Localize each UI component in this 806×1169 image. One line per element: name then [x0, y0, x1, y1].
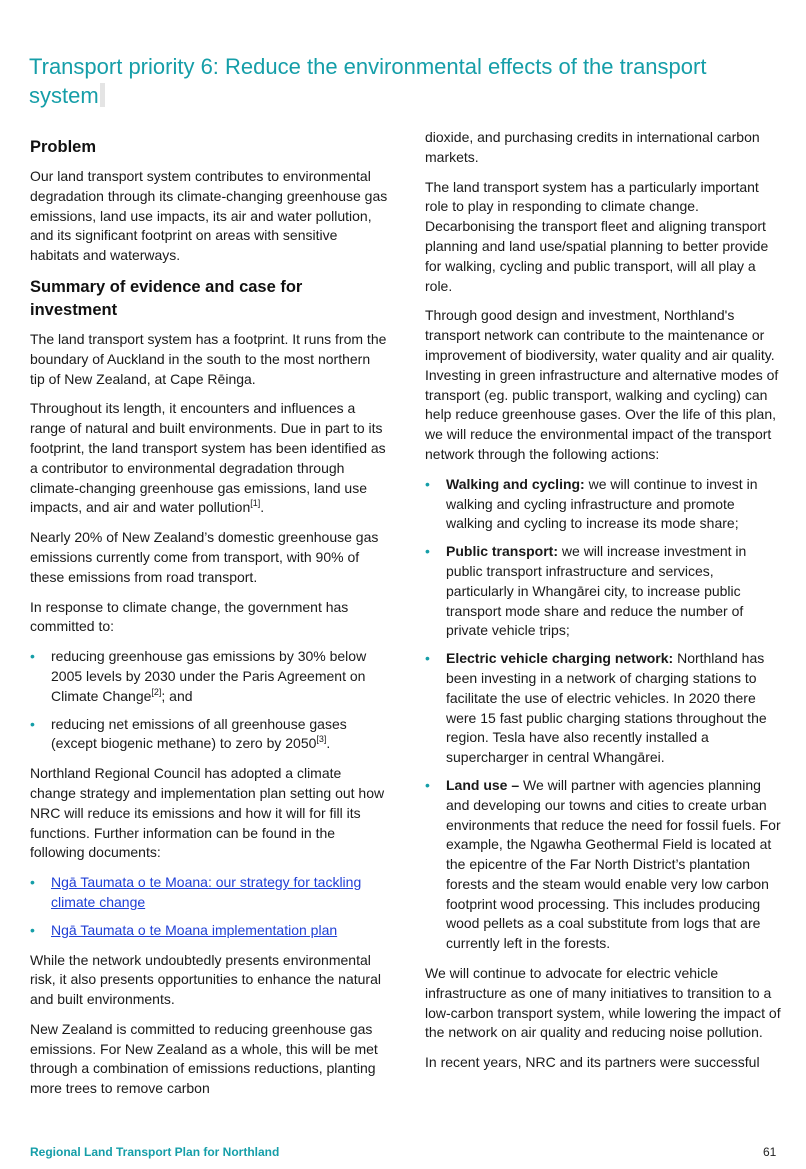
problem-heading: Problem [30, 138, 97, 156]
footer-document-title: Regional Land Transport Plan for Northland [30, 1145, 280, 1159]
bullet-icon: • [425, 776, 430, 793]
footnote-ref-2[interactable]: [2] [151, 686, 162, 697]
text-cursor [100, 83, 105, 107]
page-title: Transport priority 6: Reduce the environmental effects of the transport system [29, 54, 707, 108]
emissions-paragraph: Nearly 20% of New Zealand’s domestic greenhouse gas emissions currently come from transport, with 90% of these emissions from road transport. [30, 529, 379, 585]
page-number: 61 [763, 1145, 777, 1159]
bullet-icon: • [30, 715, 35, 732]
advocacy-paragraph: We will continue to advocate for electric vehicle infrastructure as one of many initiatives to transition to a low-carbon transport system, while lowering the impact of the network on air quality and reducing noise pollution. [425, 965, 781, 1041]
list-item: • reducing net emissions of all greenhouse gases (except biogenic methane) to zero by 2050[3]. [30, 715, 347, 752]
list-item: • reducing greenhouse gas emissions by 30% below 2005 levels by 2030 under the Paris Agreement on Climate Change[2]; and [30, 648, 367, 704]
list-item: • Electric vehicle charging network: Northland has been investing in a network of charging stations to facilitate the use of electric vehicles. In 2020 there were 15 fast public charging stations throughout the region. Tesla have also recently installed a supercharger in central Whangārei. [425, 650, 767, 766]
right-column [425, 128, 781, 1083]
bullet-icon: • [425, 650, 430, 667]
implementation-plan-link[interactable]: Ngā Taumata o te Moana implementation plan [51, 921, 338, 938]
list-item [30, 921, 388, 941]
actions-list [425, 475, 781, 954]
summary-heading: Summary of evidence and case for investment [30, 277, 303, 319]
bullet-icon: • [425, 543, 430, 560]
bullet-icon: • [30, 648, 35, 665]
bullet-icon: • [425, 475, 430, 492]
carbon-markets-paragraph: dioxide, and purchasing credits in international carbon markets. [425, 129, 760, 165]
design-investment-paragraph: Through good design and investment, Northland's transport network can contribute to the maintenance or improvement of biodiversity, water quality and air quality. Investing in green infrastructure and alternative modes of transport (eg. public transport, walking and cycling) can help reduce greenhouse gases. Over the life of this plan, we will reduce the environmental impact of the transport network through the following actions: [425, 307, 779, 462]
footnote-ref-1[interactable]: [1] [250, 498, 261, 509]
environments-paragraph: Throughout its length, it encounters and influences a range of natural and built environments. Due in part to its footprint, the land transport system has been identified as a contributor to environmental degradation through climate-changing greenhouse gas emissions, land use impacts, and air and water pollution[1]. [30, 400, 386, 516]
footnote-ref-3[interactable]: [3] [316, 734, 327, 745]
list-item: • Land use – We will partner with agencies planning and developing our towns and cities to create urban environments that reduce the need for fossil fuels. For example, the Ngawha Geothermal Field is located at the epicentre of the Far North District’s plantation forests and the steam would enable very low carbon footprint wood processing. This includes producing wood pellets as a coal substitute from logs that are currently left in the forests. [425, 776, 781, 952]
problem-paragraph: Our land transport system contributes to environmental degradation through its climate-changing greenhouse gas emissions, land use impacts, its air and water pollution, and its significant footprint on areas with sensitive habitats and waterways. [30, 168, 388, 264]
list-item: • Walking and cycling: we will continue to invest in walking and cycling infrastructure and promote walking and cycling to increase its mode share; [425, 475, 758, 532]
footprint-paragraph: The land transport system has a footprint. It runs from the boundary of Auckland in the south to the most northern tip of New Zealand, at Cape Rēinga. [30, 330, 387, 387]
list-item: • Public transport: we will increase investment in public transport infrastructure and services, particularly in Whangārei city, to increase public transport mode share and reduce the number of private vehicle trips; [425, 543, 747, 639]
list-item [30, 873, 388, 913]
nz-commitment-paragraph: New Zealand is committed to reducing greenhouse gas emissions. For New Zealand as a whole, this will be met through a combination of emissions reductions, planting more trees to remove carbon [30, 1020, 378, 1097]
strategy-link[interactable]: Ngā Taumata o te Moana: our strategy for tackling climate change [51, 874, 362, 910]
bullet-icon: • [30, 874, 35, 891]
opportunities-paragraph: While the network undoubtedly presents environmental risk, it also presents opportunities to enhance the natural and built environments. [30, 951, 381, 1008]
document-links-list [30, 873, 388, 940]
nrc-strategy-paragraph: Northland Regional Council has adopted a climate change strategy and implementation plan setting out how NRC will reduce its emissions and how it will for fill its functions. Further information can be found in the following documents: [30, 765, 385, 861]
role-paragraph: The land transport system has a particularly important role to play in responding to climate change. Decarbonising the transport fleet and aligning transport planning and land use/spatial planning to better provide for walking, cycling and public transport, will all play a role. [425, 178, 769, 294]
commitment-list [30, 647, 388, 754]
government-commitment-paragraph: In response to climate change, the government has committed to: [30, 598, 349, 635]
recent-years-paragraph: In recent years, NRC and its partners were successful [425, 1054, 760, 1071]
bullet-icon: • [30, 921, 35, 938]
left-column [30, 136, 388, 1109]
